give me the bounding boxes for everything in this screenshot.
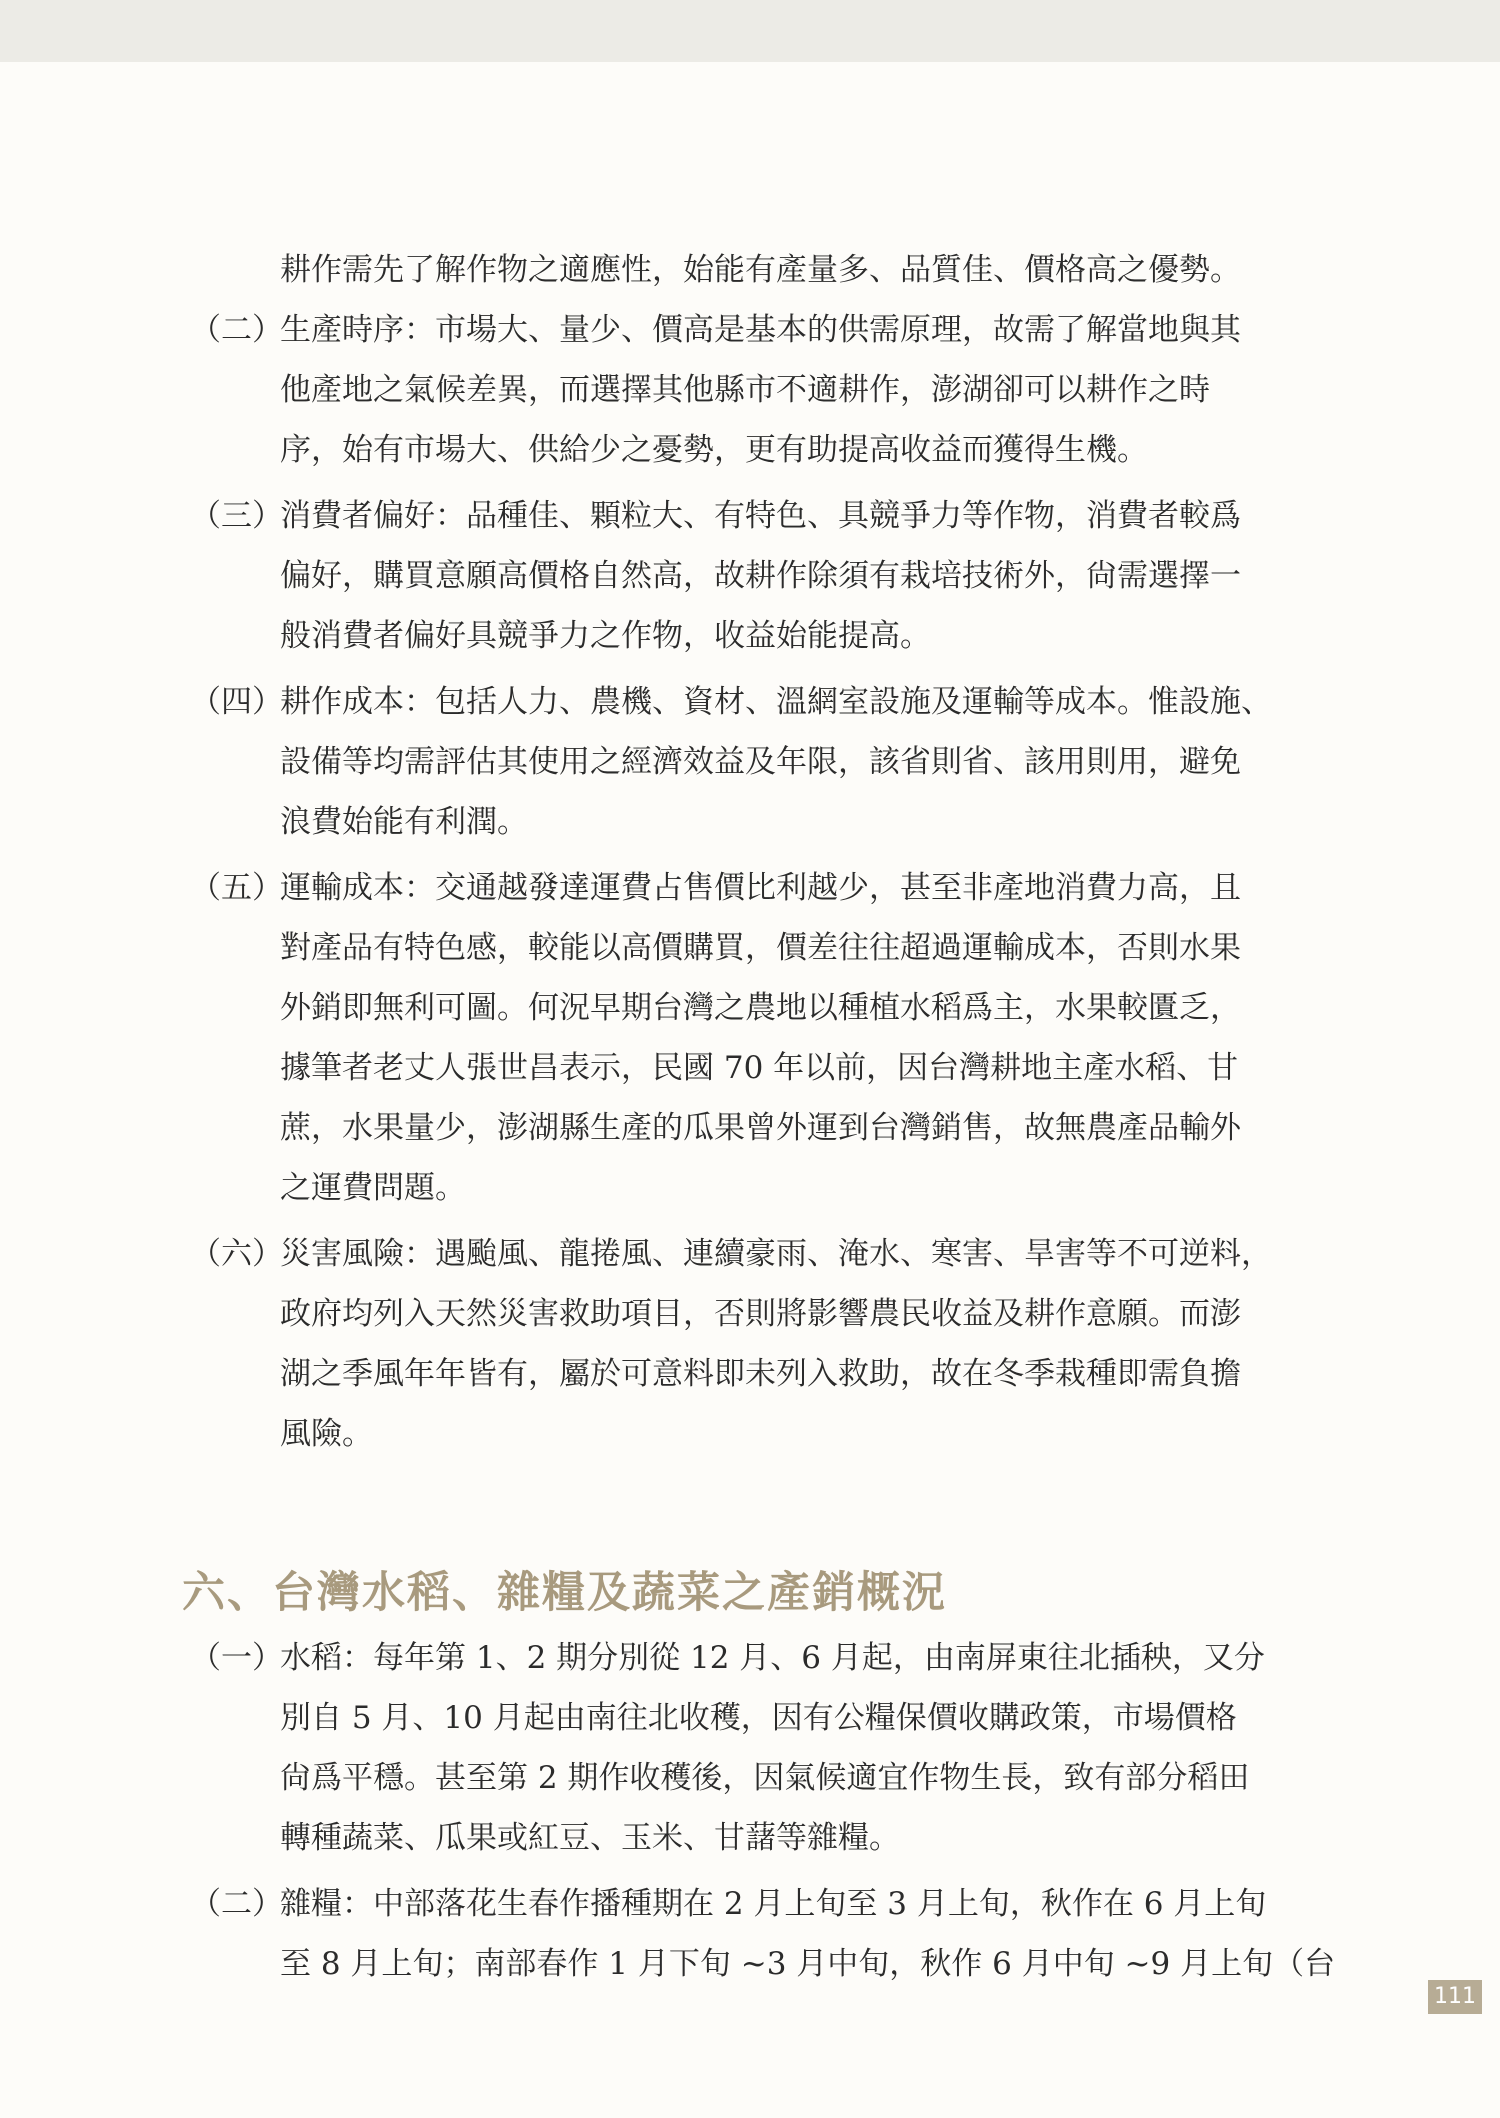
list-item [190,1224,1320,1464]
item-number: （二） [190,1886,283,1922]
list-item [190,1874,1336,1994]
scan-top-band [0,0,1500,62]
text-line: 之運費問題。 [280,1170,466,1206]
text-line: 蔗，水果量少，澎湖縣生產的瓜果曾外運到台灣銷售，故無農產品輸外 [280,1110,1241,1146]
item-body [280,486,1300,666]
text-line: 他產地之氣候差異，而選擇其他縣市不適耕作，澎湖卻可以耕作之時 [280,372,1210,408]
item-number: （六） [190,1236,283,1272]
item-number: （五） [190,870,283,906]
item-number: （二） [190,312,283,348]
text-line: 災害風險：遇颱風、龍捲風、連續豪雨、淹水、寒害、旱害等不可逆料， [280,1236,1272,1272]
list-part-1 [190,300,1320,1464]
text-line: 據筆者老丈人張世昌表示，民國 70 年以前，因台灣耕地主產水稻、甘 [280,1050,1239,1086]
item-body [280,1874,1336,1994]
text-line: 消費者偏好：品種佳、顆粒大、有特色、具競爭力等作物，消費者較爲 [280,498,1241,534]
section-heading: 六、台灣水稻、雜糧及蔬菜之產銷概況 [182,1568,947,1618]
list-item [190,1628,1320,1868]
text-line: 序，始有市場大、供給少之憂勢，更有助提高收益而獲得生機。 [280,432,1148,468]
list-item [190,300,1320,480]
carryover-line: 耕作需先了解作物之適應性，始能有產量多、品質佳、價格高之優勢。 [280,252,1241,288]
list-part-2 [190,1628,1336,1994]
item-number: （一） [190,1640,283,1676]
item-body [280,300,1300,480]
text-line: 對產品有特色感，較能以高價購買，價差往往超過運輸成本，否則水果 [280,930,1241,966]
item-body [280,672,1300,852]
text-line: 湖之季風年年皆有，屬於可意料即未列入救助，故在冬季栽種即需負擔 [280,1356,1241,1392]
item-body [280,858,1300,1218]
text-line: 雜糧：中部落花生春作播種期在 2 月上旬至 3 月上旬，秋作在 6 月上旬 [280,1886,1267,1922]
list-item [190,486,1320,666]
text-line: 水稻：每年第 1、2 期分別從 12 月、6 月起，由南屏東往北插秧，又分 [280,1640,1265,1676]
text-line: 浪費始能有利潤。 [280,804,528,840]
item-number: （四） [190,684,283,720]
text-line: 般消費者偏好具競爭力之作物，收益始能提高。 [280,618,931,654]
text-line: 風險。 [280,1416,373,1452]
text-line: 設備等均需評估其使用之經濟效益及年限，該省則省、該用則用，避免 [280,744,1241,780]
text-line: 生產時序：市場大、量少、價高是基本的供需原理，故需了解當地與其 [280,312,1241,348]
text-line: 耕作成本：包括人力、農機、資材、溫網室設施及運輸等成本。惟設施、 [280,684,1272,720]
text-line: 別自 5 月、10 月起由南往北收穫，因有公糧保價收購政策，市場價格 [280,1700,1237,1736]
list-item [190,858,1320,1218]
page-number: 111 [1428,1980,1482,2014]
text-line: 政府均列入天然災害救助項目，否則將影響農民收益及耕作意願。而澎 [280,1296,1241,1332]
text-line: 至 8 月上旬；南部春作 1 月下旬 ~3 月中旬，秋作 6 月中旬 ~9 月上旬（台 [280,1946,1336,1982]
text-line: 尙爲平穩。甚至第 2 期作收穫後，因氣候適宜作物生長，致有部分稻田 [280,1760,1250,1796]
text-column [182,240,1336,1994]
text-line: 偏好，購買意願高價格自然高，故耕作除須有栽培技術外，尙需選擇一 [280,558,1241,594]
text-line: 外銷即無利可圖。何況早期台灣之農地以種植水稻爲主，水果較匱乏， [280,990,1241,1026]
item-body [280,1628,1300,1868]
list-item [190,672,1320,852]
text-line: 運輸成本：交通越發達運費占售價比利越少，甚至非產地消費力高，且 [280,870,1241,906]
item-body [280,1224,1300,1464]
text-line: 轉種蔬菜、瓜果或紅豆、玉米、甘藷等雜糧。 [280,1820,900,1856]
item-number: （三） [190,498,283,534]
